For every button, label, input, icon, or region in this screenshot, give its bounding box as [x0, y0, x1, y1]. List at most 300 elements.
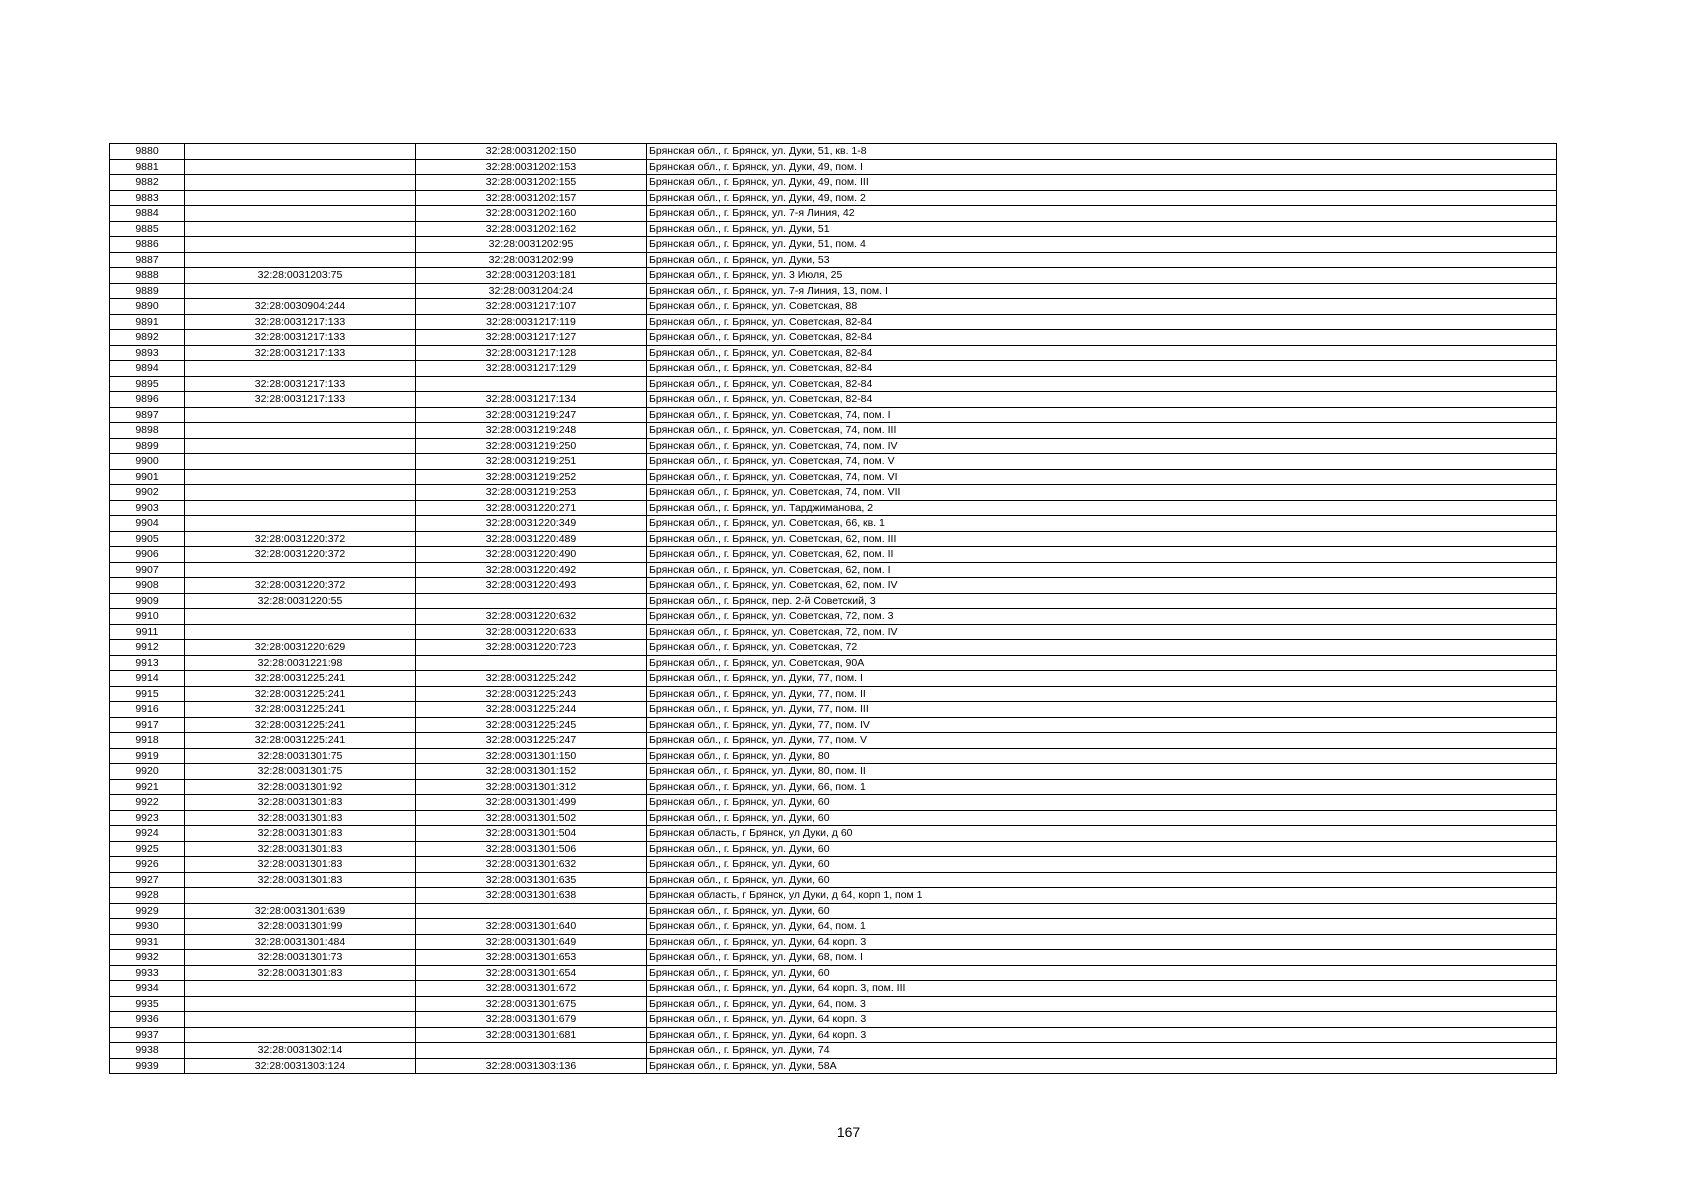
- table-row: [110, 1027, 1557, 1043]
- table-row: [110, 1043, 1557, 1059]
- parent-cadastral-number-cell: [185, 500, 416, 516]
- parent-cadastral-number-cell: 32:28:0031301:639: [185, 903, 416, 919]
- address-cell: Брянская обл., г. Брянск, ул. Дуки, 64 корп. 3, пом. III: [647, 981, 1557, 997]
- cadastral-number-cell: 32:28:0031225:242: [416, 671, 647, 687]
- parent-cadastral-number-cell: 32:28:0031301:83: [185, 965, 416, 981]
- address-cell: Брянская обл., г. Брянск, ул. Тарджиманова, 2: [647, 500, 1557, 516]
- row-number-cell: 9898: [110, 423, 185, 439]
- parent-cadastral-number-cell: [185, 485, 416, 501]
- table-row: [110, 407, 1557, 423]
- parent-cadastral-number-cell: 32:28:0031301:92: [185, 779, 416, 795]
- parent-cadastral-number-cell: 32:28:0031301:83: [185, 810, 416, 826]
- parent-cadastral-number-cell: 32:28:0031225:241: [185, 733, 416, 749]
- cadastral-number-cell: 32:28:0031219:252: [416, 469, 647, 485]
- address-cell: Брянская обл., г. Брянск, ул. Советская, 62, пом. I: [647, 562, 1557, 578]
- row-number-cell: 9911: [110, 624, 185, 640]
- address-cell: Брянская обл., г. Брянск, ул. Дуки, 60: [647, 810, 1557, 826]
- table-row: [110, 237, 1557, 253]
- cadastral-number-cell: 32:28:0031301:653: [416, 950, 647, 966]
- row-number-cell: 9914: [110, 671, 185, 687]
- row-number-cell: 9908: [110, 578, 185, 594]
- table-row: [110, 485, 1557, 501]
- cadastral-number-cell: 32:28:0031301:632: [416, 857, 647, 873]
- parent-cadastral-number-cell: [185, 888, 416, 904]
- address-cell: Брянская обл., г. Брянск, ул. Дуки, 60: [647, 841, 1557, 857]
- table-row: [110, 438, 1557, 454]
- cadastral-number-cell: 32:28:0031220:271: [416, 500, 647, 516]
- cadastral-number-cell: [416, 655, 647, 671]
- address-cell: Брянская обл., г. Брянск, ул. Дуки, 80: [647, 748, 1557, 764]
- table-row: [110, 361, 1557, 377]
- parent-cadastral-number-cell: [185, 609, 416, 625]
- address-cell: Брянская обл., г. Брянск, ул. Дуки, 77, пом. III: [647, 702, 1557, 718]
- cadastral-number-cell: 32:28:0031202:150: [416, 144, 647, 160]
- cadastral-number-cell: 32:28:0031219:251: [416, 454, 647, 470]
- cadastral-number-cell: [416, 376, 647, 392]
- table-row: [110, 376, 1557, 392]
- row-number-cell: 9915: [110, 686, 185, 702]
- table-row: [110, 702, 1557, 718]
- cadastral-number-cell: 32:28:0031219:247: [416, 407, 647, 423]
- row-number-cell: 9935: [110, 996, 185, 1012]
- table-row: [110, 609, 1557, 625]
- parent-cadastral-number-cell: 32:28:0031220:372: [185, 578, 416, 594]
- parent-cadastral-number-cell: 32:28:0031301:99: [185, 919, 416, 935]
- row-number-cell: 9927: [110, 872, 185, 888]
- address-cell: Брянская обл., г. Брянск, ул. Советская, 74, пом. III: [647, 423, 1557, 439]
- row-number-cell: 9887: [110, 252, 185, 268]
- parent-cadastral-number-cell: 32:28:0031303:124: [185, 1058, 416, 1074]
- row-number-cell: 9916: [110, 702, 185, 718]
- row-number-cell: 9906: [110, 547, 185, 563]
- address-cell: Брянская обл., г. Брянск, ул. Советская, 74, пом. VI: [647, 469, 1557, 485]
- table-row: [110, 547, 1557, 563]
- address-cell: Брянская обл., г. Брянск, ул. Советская, 62, пом. IV: [647, 578, 1557, 594]
- address-cell: Брянская обл., г. Брянск, ул. Советская, 82-84: [647, 314, 1557, 330]
- table-row: [110, 593, 1557, 609]
- cadastral-number-cell: 32:28:0031202:162: [416, 221, 647, 237]
- table-row: [110, 903, 1557, 919]
- table-row: [110, 934, 1557, 950]
- cadastral-number-cell: 32:28:0031301:502: [416, 810, 647, 826]
- row-number-cell: 9928: [110, 888, 185, 904]
- row-number-cell: 9934: [110, 981, 185, 997]
- parent-cadastral-number-cell: 32:28:0031221:98: [185, 655, 416, 671]
- address-cell: Брянская обл., г. Брянск, ул. Советская, 74, пом. VII: [647, 485, 1557, 501]
- cadastral-number-cell: 32:28:0031220:492: [416, 562, 647, 578]
- address-cell: Брянская обл., г. Брянск, ул. Дуки, 60: [647, 903, 1557, 919]
- table-row: [110, 888, 1557, 904]
- cadastral-number-cell: [416, 903, 647, 919]
- row-number-cell: 9930: [110, 919, 185, 935]
- address-cell: Брянская обл., г. Брянск, ул. Советская, 72, пом. 3: [647, 609, 1557, 625]
- cadastral-number-cell: 32:28:0031225:245: [416, 717, 647, 733]
- parent-cadastral-number-cell: 32:28:0031225:241: [185, 702, 416, 718]
- table-row: [110, 950, 1557, 966]
- registry-table: [109, 143, 1557, 1074]
- parent-cadastral-number-cell: 32:28:0031301:73: [185, 950, 416, 966]
- parent-cadastral-number-cell: 32:28:0031217:133: [185, 392, 416, 408]
- parent-cadastral-number-cell: [185, 144, 416, 160]
- row-number-cell: 9885: [110, 221, 185, 237]
- table-row: [110, 454, 1557, 470]
- cadastral-number-cell: 32:28:0031217:127: [416, 330, 647, 346]
- row-number-cell: 9937: [110, 1027, 185, 1043]
- row-number-cell: 9912: [110, 640, 185, 656]
- cadastral-number-cell: 32:28:0031303:136: [416, 1058, 647, 1074]
- parent-cadastral-number-cell: 32:28:0031301:83: [185, 872, 416, 888]
- table-row: [110, 655, 1557, 671]
- table-row: [110, 283, 1557, 299]
- table-row: [110, 686, 1557, 702]
- parent-cadastral-number-cell: 32:28:0031220:372: [185, 531, 416, 547]
- parent-cadastral-number-cell: [185, 159, 416, 175]
- cadastral-number-cell: 32:28:0031301:640: [416, 919, 647, 935]
- table-row: [110, 578, 1557, 594]
- parent-cadastral-number-cell: [185, 237, 416, 253]
- table-row: [110, 841, 1557, 857]
- parent-cadastral-number-cell: [185, 283, 416, 299]
- table-row: [110, 423, 1557, 439]
- cadastral-number-cell: 32:28:0031202:153: [416, 159, 647, 175]
- parent-cadastral-number-cell: 32:28:0031301:83: [185, 841, 416, 857]
- table-row: [110, 190, 1557, 206]
- parent-cadastral-number-cell: [185, 516, 416, 532]
- cadastral-number-cell: 32:28:0031301:635: [416, 872, 647, 888]
- row-number-cell: 9910: [110, 609, 185, 625]
- address-cell: Брянская обл., г. Брянск, ул. Советская, 62, пом. III: [647, 531, 1557, 547]
- cadastral-number-cell: 32:28:0031225:247: [416, 733, 647, 749]
- parent-cadastral-number-cell: 32:28:0031301:75: [185, 764, 416, 780]
- cadastral-number-cell: 32:28:0031217:128: [416, 345, 647, 361]
- parent-cadastral-number-cell: 32:28:0030904:244: [185, 299, 416, 315]
- row-number-cell: 9923: [110, 810, 185, 826]
- parent-cadastral-number-cell: 32:28:0031301:83: [185, 857, 416, 873]
- table-row: [110, 299, 1557, 315]
- address-cell: Брянская обл., г. Брянск, ул. Советская, 82-84: [647, 330, 1557, 346]
- cadastral-number-cell: 32:28:0031301:679: [416, 1012, 647, 1028]
- cadastral-number-cell: 32:28:0031220:632: [416, 609, 647, 625]
- cadastral-number-cell: 32:28:0031220:633: [416, 624, 647, 640]
- address-cell: Брянская обл., г. Брянск, пер. 2-й Советский, 3: [647, 593, 1557, 609]
- address-cell: Брянская обл., г. Брянск, ул. Советская, 82-84: [647, 345, 1557, 361]
- row-number-cell: 9939: [110, 1058, 185, 1074]
- row-number-cell: 9895: [110, 376, 185, 392]
- parent-cadastral-number-cell: [185, 1012, 416, 1028]
- address-cell: Брянская обл., г. Брянск, ул. Дуки, 49, пом. 2: [647, 190, 1557, 206]
- address-cell: Брянская обл., г. Брянск, ул. Дуки, 53: [647, 252, 1557, 268]
- parent-cadastral-number-cell: 32:28:0031217:133: [185, 376, 416, 392]
- table-row: [110, 624, 1557, 640]
- row-number-cell: 9893: [110, 345, 185, 361]
- table-row: [110, 252, 1557, 268]
- cadastral-number-cell: 32:28:0031301:681: [416, 1027, 647, 1043]
- table-row: [110, 1012, 1557, 1028]
- cadastral-number-cell: 32:28:0031220:493: [416, 578, 647, 594]
- address-cell: Брянская обл., г. Брянск, ул. Дуки, 60: [647, 965, 1557, 981]
- row-number-cell: 9909: [110, 593, 185, 609]
- parent-cadastral-number-cell: [185, 624, 416, 640]
- table-row: [110, 671, 1557, 687]
- parent-cadastral-number-cell: 32:28:0031220:55: [185, 593, 416, 609]
- parent-cadastral-number-cell: [185, 1027, 416, 1043]
- cadastral-number-cell: 32:28:0031301:675: [416, 996, 647, 1012]
- address-cell: Брянская обл., г. Брянск, ул. Дуки, 64 корп. 3: [647, 934, 1557, 950]
- address-cell: Брянская обл., г. Брянск, ул. Дуки, 64 корп. 3: [647, 1027, 1557, 1043]
- row-number-cell: 9924: [110, 826, 185, 842]
- address-cell: Брянская обл., г. Брянск, ул. Дуки, 49, пом. I: [647, 159, 1557, 175]
- parent-cadastral-number-cell: 32:28:0031217:133: [185, 330, 416, 346]
- parent-cadastral-number-cell: [185, 454, 416, 470]
- address-cell: Брянская обл., г. Брянск, ул. Советская, 82-84: [647, 376, 1557, 392]
- row-number-cell: 9907: [110, 562, 185, 578]
- table-row: [110, 996, 1557, 1012]
- cadastral-number-cell: 32:28:0031301:672: [416, 981, 647, 997]
- table-row: [110, 717, 1557, 733]
- table-row: [110, 175, 1557, 191]
- parent-cadastral-number-cell: 32:28:0031217:133: [185, 345, 416, 361]
- row-number-cell: 9918: [110, 733, 185, 749]
- registry-table-body: [110, 144, 1557, 1074]
- row-number-cell: 9891: [110, 314, 185, 330]
- address-cell: Брянская обл., г. Брянск, ул. Дуки, 77, пом. II: [647, 686, 1557, 702]
- parent-cadastral-number-cell: 32:28:0031225:241: [185, 671, 416, 687]
- address-cell: Брянская обл., г. Брянск, ул. Советская, 74, пом. V: [647, 454, 1557, 470]
- parent-cadastral-number-cell: [185, 407, 416, 423]
- row-number-cell: 9903: [110, 500, 185, 516]
- address-cell: Брянская обл., г. Брянск, ул. Советская, 82-84: [647, 361, 1557, 377]
- table-row: [110, 733, 1557, 749]
- row-number-cell: 9933: [110, 965, 185, 981]
- cadastral-number-cell: 32:28:0031217:129: [416, 361, 647, 377]
- row-number-cell: 9922: [110, 795, 185, 811]
- table-row: [110, 531, 1557, 547]
- parent-cadastral-number-cell: 32:28:0031225:241: [185, 686, 416, 702]
- address-cell: Брянская обл., г. Брянск, ул. Дуки, 66, пом. 1: [647, 779, 1557, 795]
- table-row: [110, 206, 1557, 222]
- address-cell: Брянская обл., г. Брянск, ул. Дуки, 60: [647, 857, 1557, 873]
- row-number-cell: 9881: [110, 159, 185, 175]
- cadastral-number-cell: 32:28:0031301:506: [416, 841, 647, 857]
- parent-cadastral-number-cell: 32:28:0031220:372: [185, 547, 416, 563]
- cadastral-number-cell: 32:28:0031202:157: [416, 190, 647, 206]
- parent-cadastral-number-cell: [185, 221, 416, 237]
- address-cell: Брянская обл., г. Брянск, ул. Советская, 88: [647, 299, 1557, 315]
- row-number-cell: 9936: [110, 1012, 185, 1028]
- cadastral-number-cell: 32:28:0031301:312: [416, 779, 647, 795]
- cadastral-number-cell: 32:28:0031217:107: [416, 299, 647, 315]
- table-row: [110, 748, 1557, 764]
- row-number-cell: 9900: [110, 454, 185, 470]
- row-number-cell: 9921: [110, 779, 185, 795]
- row-number-cell: 9902: [110, 485, 185, 501]
- table-row: [110, 500, 1557, 516]
- cadastral-number-cell: 32:28:0031301:499: [416, 795, 647, 811]
- address-cell: Брянская обл., г. Брянск, ул. Советская, 74, пом. I: [647, 407, 1557, 423]
- parent-cadastral-number-cell: 32:28:0031220:629: [185, 640, 416, 656]
- cadastral-number-cell: 32:28:0031220:723: [416, 640, 647, 656]
- address-cell: Брянская обл., г. Брянск, ул. Дуки, 80, пом. II: [647, 764, 1557, 780]
- address-cell: Брянская обл., г. Брянск, ул. Дуки, 51: [647, 221, 1557, 237]
- cadastral-number-cell: 32:28:0031301:504: [416, 826, 647, 842]
- address-cell: Брянская обл., г. Брянск, ул. Советская, 90А: [647, 655, 1557, 671]
- row-number-cell: 9899: [110, 438, 185, 454]
- table-row: [110, 469, 1557, 485]
- cadastral-number-cell: 32:28:0031225:243: [416, 686, 647, 702]
- parent-cadastral-number-cell: [185, 438, 416, 454]
- table-row: [110, 562, 1557, 578]
- address-cell: Брянская обл., г. Брянск, ул. Дуки, 77, пом. IV: [647, 717, 1557, 733]
- row-number-cell: 9880: [110, 144, 185, 160]
- parent-cadastral-number-cell: [185, 423, 416, 439]
- cadastral-number-cell: 32:28:0031301:654: [416, 965, 647, 981]
- table-row: [110, 919, 1557, 935]
- address-cell: Брянская обл., г. Брянск, ул. Дуки, 51, пом. 4: [647, 237, 1557, 253]
- cadastral-number-cell: 32:28:0031217:119: [416, 314, 647, 330]
- cadastral-number-cell: [416, 1043, 647, 1059]
- address-cell: Брянская обл., г. Брянск, ул. Дуки, 64, пом. 3: [647, 996, 1557, 1012]
- row-number-cell: 9929: [110, 903, 185, 919]
- table-row: [110, 1058, 1557, 1074]
- address-cell: Брянская обл., г. Брянск, ул. 7-я Линия, 13, пом. I: [647, 283, 1557, 299]
- cadastral-number-cell: 32:28:0031217:134: [416, 392, 647, 408]
- table-row: [110, 810, 1557, 826]
- cadastral-number-cell: 32:28:0031220:489: [416, 531, 647, 547]
- cadastral-number-cell: [416, 593, 647, 609]
- parent-cadastral-number-cell: 32:28:0031301:484: [185, 934, 416, 950]
- address-cell: Брянская обл., г. Брянск, ул. Дуки, 58А: [647, 1058, 1557, 1074]
- cadastral-number-cell: 32:28:0031301:638: [416, 888, 647, 904]
- address-cell: Брянская обл., г. Брянск, ул. Дуки, 64, пом. 1: [647, 919, 1557, 935]
- address-cell: Брянская область, г Брянск, ул Дуки, д 60: [647, 826, 1557, 842]
- parent-cadastral-number-cell: 32:28:0031302:14: [185, 1043, 416, 1059]
- parent-cadastral-number-cell: [185, 981, 416, 997]
- address-cell: Брянская обл., г. Брянск, ул. 7-я Линия, 42: [647, 206, 1557, 222]
- row-number-cell: 9904: [110, 516, 185, 532]
- row-number-cell: 9889: [110, 283, 185, 299]
- parent-cadastral-number-cell: [185, 562, 416, 578]
- cadastral-number-cell: 32:28:0031225:244: [416, 702, 647, 718]
- cadastral-number-cell: 32:28:0031202:160: [416, 206, 647, 222]
- parent-cadastral-number-cell: [185, 252, 416, 268]
- cadastral-number-cell: 32:28:0031202:95: [416, 237, 647, 253]
- address-cell: Брянская обл., г. Брянск, ул. Советская, 62, пом. II: [647, 547, 1557, 563]
- cadastral-number-cell: 32:28:0031301:152: [416, 764, 647, 780]
- address-cell: Брянская обл., г. Брянск, ул. 3 Июля, 25: [647, 268, 1557, 284]
- parent-cadastral-number-cell: [185, 996, 416, 1012]
- cadastral-number-cell: 32:28:0031219:250: [416, 438, 647, 454]
- parent-cadastral-number-cell: 32:28:0031203:75: [185, 268, 416, 284]
- row-number-cell: 9886: [110, 237, 185, 253]
- table-row: [110, 268, 1557, 284]
- parent-cadastral-number-cell: [185, 469, 416, 485]
- row-number-cell: 9919: [110, 748, 185, 764]
- row-number-cell: 9884: [110, 206, 185, 222]
- table-row: [110, 857, 1557, 873]
- address-cell: Брянская обл., г. Брянск, ул. Дуки, 68, пом. I: [647, 950, 1557, 966]
- table-row: [110, 345, 1557, 361]
- parent-cadastral-number-cell: 32:28:0031301:83: [185, 795, 416, 811]
- row-number-cell: 9932: [110, 950, 185, 966]
- table-row: [110, 826, 1557, 842]
- table-row: [110, 640, 1557, 656]
- table-row: [110, 314, 1557, 330]
- row-number-cell: 9883: [110, 190, 185, 206]
- cadastral-number-cell: 32:28:0031202:155: [416, 175, 647, 191]
- cadastral-number-cell: 32:28:0031301:150: [416, 748, 647, 764]
- cadastral-number-cell: 32:28:0031301:649: [416, 934, 647, 950]
- cadastral-number-cell: 32:28:0031204:24: [416, 283, 647, 299]
- table-row: [110, 330, 1557, 346]
- parent-cadastral-number-cell: [185, 175, 416, 191]
- address-cell: Брянская обл., г. Брянск, ул. Дуки, 51, кв. 1-8: [647, 144, 1557, 160]
- address-cell: Брянская область, г Брянск, ул Дуки, д 64, корп 1, пом 1: [647, 888, 1557, 904]
- cadastral-number-cell: 32:28:0031220:349: [416, 516, 647, 532]
- address-cell: Брянская обл., г. Брянск, ул. Советская, 72: [647, 640, 1557, 656]
- row-number-cell: 9920: [110, 764, 185, 780]
- cadastral-number-cell: 32:28:0031203:181: [416, 268, 647, 284]
- parent-cadastral-number-cell: [185, 206, 416, 222]
- table-row: [110, 144, 1557, 160]
- parent-cadastral-number-cell: 32:28:0031301:83: [185, 826, 416, 842]
- table-row: [110, 516, 1557, 532]
- row-number-cell: 9925: [110, 841, 185, 857]
- row-number-cell: 9896: [110, 392, 185, 408]
- table-row: [110, 764, 1557, 780]
- parent-cadastral-number-cell: [185, 361, 416, 377]
- parent-cadastral-number-cell: 32:28:0031301:75: [185, 748, 416, 764]
- address-cell: Брянская обл., г. Брянск, ул. Дуки, 77, пом. V: [647, 733, 1557, 749]
- row-number-cell: 9905: [110, 531, 185, 547]
- row-number-cell: 9926: [110, 857, 185, 873]
- row-number-cell: 9917: [110, 717, 185, 733]
- address-cell: Брянская обл., г. Брянск, ул. Советская, 66, кв. 1: [647, 516, 1557, 532]
- row-number-cell: 9890: [110, 299, 185, 315]
- address-cell: Брянская обл., г. Брянск, ул. Дуки, 74: [647, 1043, 1557, 1059]
- row-number-cell: 9888: [110, 268, 185, 284]
- address-cell: Брянская обл., г. Брянск, ул. Дуки, 60: [647, 872, 1557, 888]
- address-cell: Брянская обл., г. Брянск, ул. Советская, 72, пом. IV: [647, 624, 1557, 640]
- address-cell: Брянская обл., г. Брянск, ул. Советская, 74, пом. IV: [647, 438, 1557, 454]
- cadastral-number-cell: 32:28:0031202:99: [416, 252, 647, 268]
- row-number-cell: 9913: [110, 655, 185, 671]
- row-number-cell: 9938: [110, 1043, 185, 1059]
- cadastral-number-cell: 32:28:0031219:248: [416, 423, 647, 439]
- address-cell: Брянская обл., г. Брянск, ул. Дуки, 77, пом. I: [647, 671, 1557, 687]
- parent-cadastral-number-cell: [185, 190, 416, 206]
- address-cell: Брянская обл., г. Брянск, ул. Дуки, 49, пом. III: [647, 175, 1557, 191]
- row-number-cell: 9897: [110, 407, 185, 423]
- row-number-cell: 9892: [110, 330, 185, 346]
- table-row: [110, 965, 1557, 981]
- parent-cadastral-number-cell: 32:28:0031225:241: [185, 717, 416, 733]
- parent-cadastral-number-cell: 32:28:0031217:133: [185, 314, 416, 330]
- address-cell: Брянская обл., г. Брянск, ул. Дуки, 60: [647, 795, 1557, 811]
- table-row: [110, 872, 1557, 888]
- row-number-cell: 9894: [110, 361, 185, 377]
- cadastral-number-cell: 32:28:0031220:490: [416, 547, 647, 563]
- address-cell: Брянская обл., г. Брянск, ул. Дуки, 64 корп. 3: [647, 1012, 1557, 1028]
- cadastral-number-cell: 32:28:0031219:253: [416, 485, 647, 501]
- table-row: [110, 159, 1557, 175]
- address-cell: Брянская обл., г. Брянск, ул. Советская, 82-84: [647, 392, 1557, 408]
- page-number: 167: [836, 1124, 861, 1140]
- row-number-cell: 9882: [110, 175, 185, 191]
- table-row: [110, 392, 1557, 408]
- table-row: [110, 795, 1557, 811]
- table-row: [110, 779, 1557, 795]
- row-number-cell: 9931: [110, 934, 185, 950]
